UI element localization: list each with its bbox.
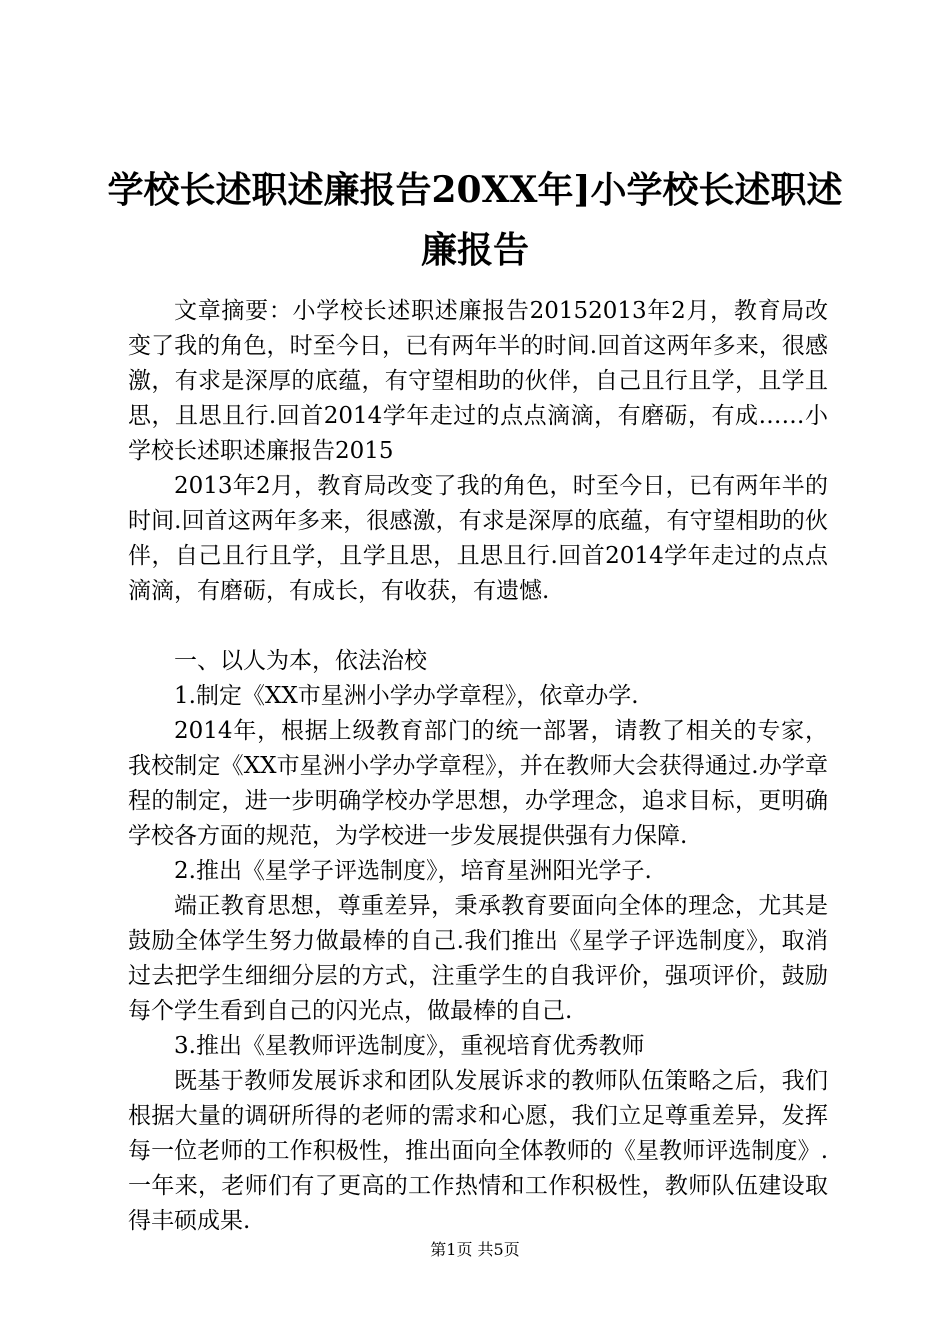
abstract-paragraph: 文章摘要：小学校长述职述廉报告20152013年2月，教育局改变了我的角色，时至今日，已有两年半的时间.回首这两年多来，很感激，有求是深厚的底蕴，有守望相助的伙伴，自己且行且学，且学且思，且思且行.回首2014学年走过的点点滴滴，有磨砺，有成……小学校长述职述廉报告2015 [128, 298, 828, 464]
document-title: 学校长述职述廉报告20XX年]小学校长述职述廉报告 [107, 169, 843, 271]
subheading-3: 3.推出《星教师评选制度》，重视培育优秀教师 [174, 1033, 645, 1059]
section-heading: 一、以人为本，依法治校 [174, 648, 427, 674]
document-body [128, 294, 828, 1239]
body-paragraph-1: 2014年，根据上级教育部门的统一部署，请教了相关的专家，我校制定《XX市星洲小学办学章程》，并在教师大会获得通过.办学章程的制定，进一步明确学校办学思想，办学理念，追求目标，更明确学校各方面的规范，为学校进一步发展提供强有力保障. [128, 718, 828, 849]
intro-paragraph: 2013年2月，教育局改变了我的角色，时至今日，已有两年半的时间.回首这两年多来，很感激，有求是深厚的底蕴，有守望相助的伙伴，自己且行且学，且学且思，且思且行.回首2014学年走过的点点滴滴，有磨砺，有成长，有收获，有遗憾. [128, 473, 828, 604]
body-paragraph-2: 端正教育思想，尊重差异，秉承教育要面向全体的理念，尤其是鼓励全体学生努力做最棒的自己.我们推出《星学子评选制度》，取消过去把学生细细分层的方式，注重学生的自我评价，强项评价，鼓励每个学生看到自己的闪光点，做最棒的自己. [128, 893, 828, 1024]
page-footer: 第1页 共5页 [430, 1240, 520, 1259]
subheading-2: 2.推出《星学子评选制度》，培育星洲阳光学子. [174, 858, 652, 884]
body-paragraph-3: 既基于教师发展诉求和团队发展诉求的教师队伍策略之后，我们根据大量的调研所得的老师的需求和心愿，我们立足尊重差异，发挥每一位老师的工作积极性，推出面向全体教师的《星教师评选制度》.一年来，老师们有了更高的工作热情和工作积极性，教师队伍建设取得丰硕成果. [128, 1068, 828, 1234]
subheading-1: 1.制定《XX市星洲小学办学章程》，依章办学. [174, 683, 639, 709]
